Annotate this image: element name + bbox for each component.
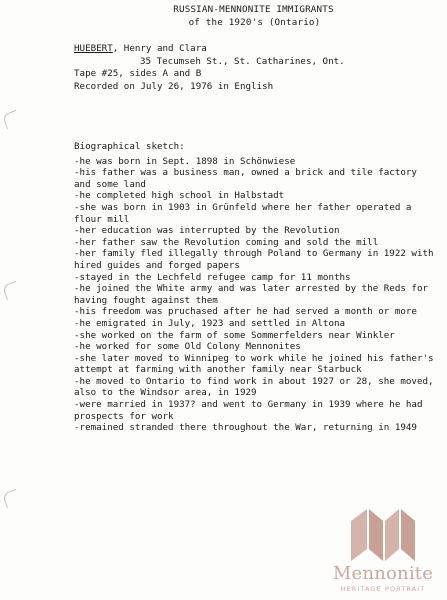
mennonite-heritage-watermark [322, 505, 444, 595]
sketch-line: -he moved to Ontario to find work in about 1927 or 28, she moved, [74, 375, 434, 387]
sketch-line: hired guides and forged papers [74, 259, 240, 271]
watermark-subtitle: HERITAGE PORTRAIT [340, 585, 426, 593]
address: 35 Tecumseh St., St. Catharines, Ont. [140, 55, 345, 67]
sketch-line: -he completed high school in Halbstadt [74, 190, 285, 202]
recording-info: Recorded on July 26, 1976 in English [74, 80, 274, 92]
sketch-line: -his father was a business man, owned a brick and tile factory [74, 167, 417, 179]
header-subtitle: of the 1920's (Ontario) [188, 17, 321, 28]
sketch-line: -she was born in 1903 in Grünfeld where her father operated a [74, 201, 412, 213]
sketch-line: -were married in 1937? and went to Germany in 1939 where he had [74, 399, 423, 411]
sketch-line: also to the Windsor area, in 1929 [74, 387, 257, 399]
tape-info: Tape #25, sides A and B [74, 68, 202, 79]
header-title: RUSSIAN-MENNONITE IMMIGRANTS [173, 4, 334, 15]
sketch-line: -he was born in Sept. 1898 in Schönwiese [74, 155, 296, 167]
sketch-line: attempt at farming with another family near Starbuck [74, 364, 362, 376]
heritage-logo-icon [349, 505, 417, 563]
interviewee-name [74, 43, 345, 56]
sketch-line: -she worked on the farm of some Sommerfelders near Winkler [74, 329, 395, 341]
sketch-line: having fought against them [74, 294, 218, 306]
sketch-line: and some land [74, 178, 146, 190]
document-header [0, 3, 447, 29]
sketch-line: -remained stranded there throughout the War, returning in 1949 [74, 422, 417, 434]
sketch-line: -he joined the White army and was later arrested by the Reds for [74, 283, 429, 295]
binder-hole-mark [2, 489, 21, 508]
biographical-sketch [74, 141, 442, 434]
sketch-line: -her father saw the Revolution coming and sold the mill [74, 236, 379, 248]
surname: HUEBERT [74, 43, 113, 54]
sketch-line: -he worked for some Old Colony Mennonites [74, 341, 301, 353]
sketch-line: prospects for work [74, 410, 174, 422]
watermark-brand: Mennonite [332, 563, 434, 584]
sketch-line: -he emigrated in July, 1923 and settled in Altona [74, 317, 346, 329]
interview-info [74, 43, 345, 93]
sketch-line: -her family fled illegally through Poland to Germany in 1922 with [74, 248, 434, 260]
sketch-line: -her education was interrupted by the Revolution [74, 225, 340, 237]
given-names: , Henry and Clara [112, 43, 207, 54]
binder-hole-mark [2, 110, 21, 129]
sketch-line: -stayed in the Lechfeld refugee camp for 11 months [74, 271, 351, 283]
sketch-line: -she later moved to Winnipeg to work while he joined his father's [74, 352, 434, 364]
binder-hole-mark [2, 281, 21, 300]
sketch-line: flour mill [74, 213, 130, 225]
sketch-line: -his freedom was pruchased after he had served a month or more [74, 306, 417, 318]
sketch-title: Biographical sketch: [74, 141, 185, 152]
